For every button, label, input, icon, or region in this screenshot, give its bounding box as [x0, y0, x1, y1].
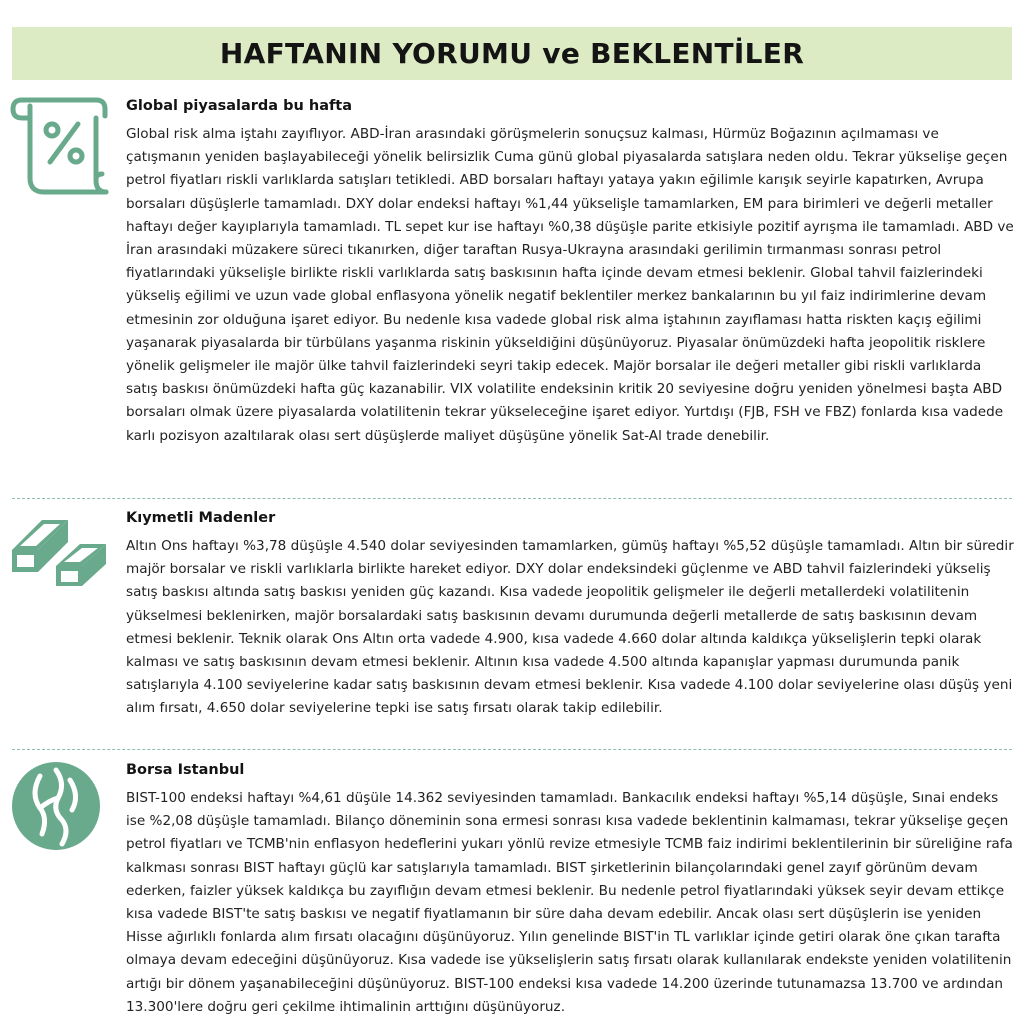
- gold-bars-icon: [8, 510, 118, 594]
- page-title: HAFTANIN YORUMU ve BEKLENTİLER: [219, 37, 805, 70]
- section-title: Borsa Istanbul: [126, 762, 245, 778]
- percent-scroll-icon: [8, 96, 114, 202]
- section-title: Global piyasalarda bu hafta: [126, 98, 353, 114]
- section-body: BIST-100 endeksi haftayı %4,61 düşüle 14.362 seviyesinden tamamladı. Bankacılık endeksi haftayı %5,14 düşüşle, Sınai endeks ise %2,08 düşüşle tamamladı. Bilanço döneminin sona ermesi sonrası kısa vadede beklentinin kalmaması, tekrar yükselişe geçen petrol fiyatları ve TCMB'nin enflasyon hedeflerini yukarı yönlü revize etmesiyle TCMB faiz indirimi beklentilerinin bir süreliğine rafa kalkması sonrası BIST haftayı güçlü kar satışlarıyla tamamladı. BIST şirketlerinin bilançolarındaki genel zayıf görünüm devam ederken, faizler yüksek kaldıkça bu zayıflığın devam etmesi beklenir. Bu nedenle petrol fiyatlarındaki yüksek seyir devam ettikçe kısa vadede BIST'te satış baskısı ve negatif fiyatlamanın bir süre daha devam edebilir. Ancak olası sert düşüşlerin ise yeniden Hisse ağırlıklı fonlarda alım fırsatı olacağını düşünüyoruz. Yılın genelinde BIST'in TL varlıklar içinde getiri olarak öne çıkan tarafta olmaya devam edeceğini düşünüyoruz. Kısa vadede ise yükselişlerin satış fırsatı olarak kullanılarak endekste yeniden volatilitenin artığı bir dönem yaşanabileceğini düşünüyoruz. BIST-100 endeksi kısa vadede 14.200 üzerinde tutunamazsa 13.700 ve ardından 13.300'lere doğru geri çekilme ihtimalinin arttığını düşünüyoruz.: [126, 790, 1013, 1015]
- section-divider: [12, 498, 1012, 499]
- section-body: Global risk alma iştahı zayıflıyor. ABD-İran arasındaki görüşmelerin sonuçsuz kalması, Hürmüz Boğazının açılmaması ve çatışmanın yeniden başlayabileceği yönelik belirsizlik Cuma günü global piyasalarda satışlara neden oldu. Tekrar yükselişe geçen petrol fiyatları riskli varlıklarda satışları tetikledi. ABD borsaları haftayı yataya yakın eğilimle karışık seyirle kapatırken, Avrupa borsaları düşüşlerle tamamladı. DXY dolar endeksi haftayı %1,44 yükselişle tamamlarken, EM para birimleri ve değerli metaller haftayı değer kayıplarıyla tamamladı. TL sepet kur ise haftayı %0,38 düşüşle parite etkisiyle pozitif ayrışma ile tamamladı. ABD ve İran arasındaki müzakere süreci tıkanırken, diğer taraftan Rusya-Ukrayna arasındaki gerilimin tırmanması sonrası petrol fiyatlarındaki yükselişle birlikte riskli varlıklarda satış baskısının hafta içinde devam etmesi beklenir. Global tahvil faizlerindeki yükseliş eğilimi ve uzun vade global enflasyona yönelik negatif beklentiler merkez bankalarının bu yıl faiz indirimlerine devam etmesinin zor olduğuna işaret ediyor. Bu nedenle kısa vadede global risk alma iştahının zayıflaması hatta riskten kaçış eğilimi yaşanarak piyasalarda bir türbülans yaşanma riskinin yükseldiğini düşünüyoruz. Piyasalar önümüzdeki hafta jeopolitik risklere yönelik gelişmeler ile majör ülke tahvil faizlerindeki seyri takip edecek. Majör borsalar ile değeri metaller gibi riskli varlıklarda satış baskısı önümüzdeki hafta güç kazanabilir. VIX volatilite endeksinin kritik 20 seviyesine doğru yeniden yönelmesi başta ABD borsaları olmak üzere piyasalarda volatilitenin tekrar yükseleceğine işaret ediyor. Yurtdışı (FJB, FSH ve FBZ) fonlarda kısa vadede karlı pozisyon azaltılarak olası sert düşüşlerde maliyet düşüşüne yönelik Sat-Al trade denebilir.: [126, 126, 1014, 444]
- tulip-circle-icon: [10, 760, 102, 856]
- section-title: Kıymetli Madenler: [126, 510, 276, 526]
- section-divider: [12, 749, 1012, 750]
- page-header: [12, 27, 1012, 80]
- section-body: Altın Ons haftayı %3,78 düşüşle 4.540 dolar seviyesinden tamamlarken, gümüş haftayı %5,52 düşüşle tamamladı. Altın bir süredir majör borsalar ve riskli varlıklarla birlikte hareket ediyor. DXY dolar endeksindeki güçlenme ve ABD tahvil faizlerindeki yükseliş satış baskısı altında satış baskısı yeniden güç kazandı. Kısa vadede jeopolitik gelişmeler ile değerli metallerdeki volatilitenin yükselmesi beklenirken, majör borsalardaki satış baskısının devamı durumunda değerli metallerde de satış baskısının devam etmesi beklenir. Teknik olarak Ons Altın orta vadede 4.900, kısa vadede 4.660 dolar altında kaldıkça yükselişlerin tepki olarak kalması ve satış baskısının devam etmesi beklenir. Altının kısa vadede 4.500 altında kapanışlar yapması durumunda panik satışlarıyla 4.100 seviyelerine kadar satış baskısının devam etmesi beklenir. Kısa vadede 4.100 dolar seviyelerine olası düşüş yeni alım fırsatı, 4.650 dolar seviyelerine tepki ise satış fırsatı olarak takip edilebilir.: [126, 538, 1014, 717]
